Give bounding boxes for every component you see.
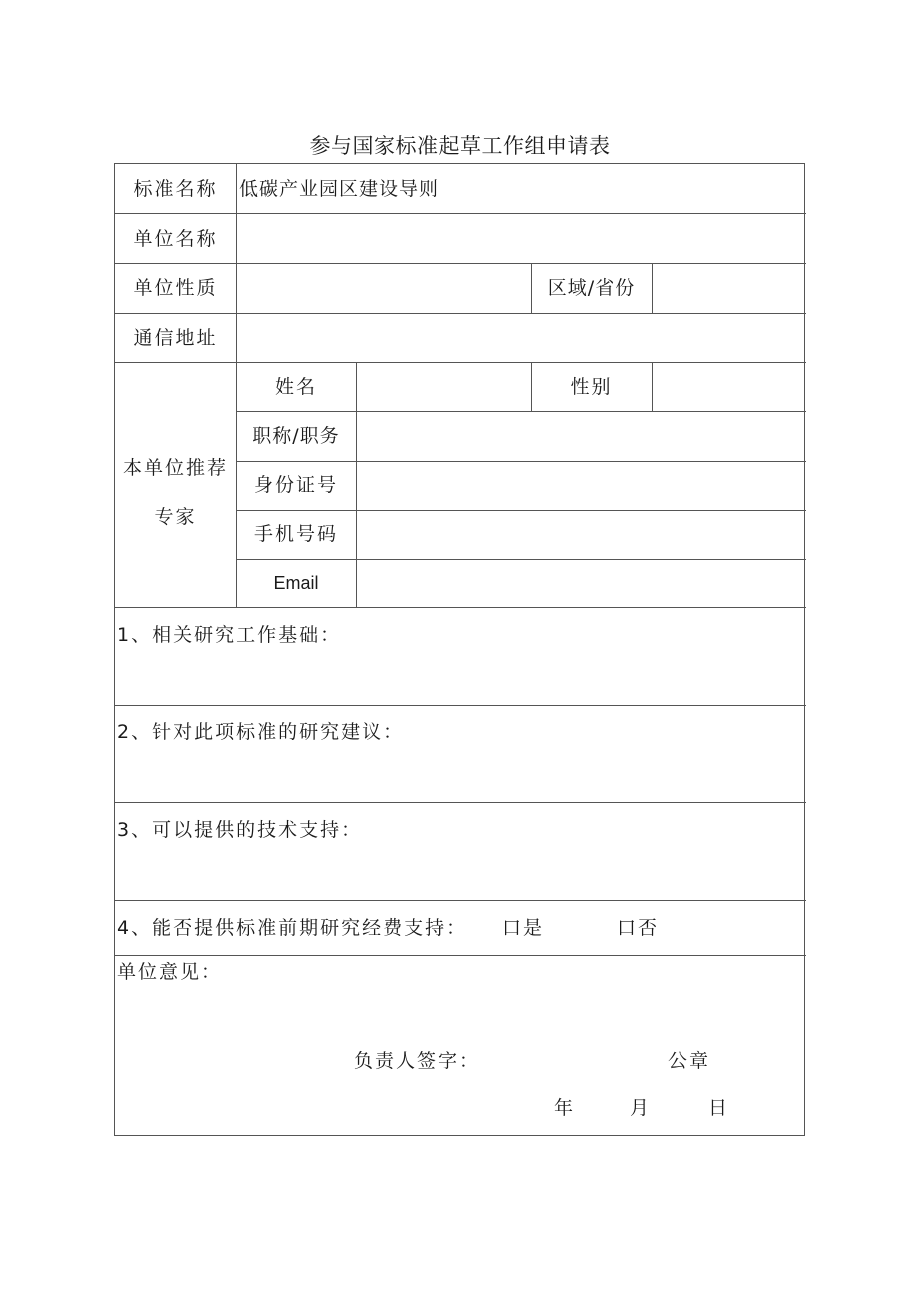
section-funding-support: 4、能否提供标准前期研究经费支持： bbox=[117, 917, 468, 939]
seal-label: 公章 bbox=[668, 1050, 711, 1072]
expert-id-label: 身份证号 bbox=[253, 474, 338, 496]
unit-opinion-label: 单位意见： bbox=[117, 961, 223, 983]
date-month-label: 月 bbox=[630, 1097, 652, 1119]
unit-name-label: 单位名称 bbox=[133, 228, 218, 250]
address-label: 通信地址 bbox=[133, 327, 218, 349]
expert-phone-label: 手机号码 bbox=[253, 523, 338, 545]
funding-yes-checkbox[interactable]: 口是 bbox=[502, 917, 545, 939]
application-form bbox=[114, 163, 805, 1136]
expert-gender-label: 性别 bbox=[570, 376, 613, 398]
expert-group-label-line2: 专家 bbox=[154, 506, 197, 528]
region-label: 区域/省份 bbox=[547, 277, 636, 299]
expert-group-label-line1: 本单位推荐 bbox=[122, 457, 228, 479]
date-year-label: 年 bbox=[554, 1097, 576, 1119]
standard-name-value[interactable]: 低碳产业园区建设导则 bbox=[239, 178, 440, 200]
signature-label: 负责人签字： bbox=[354, 1050, 481, 1072]
expert-email-label: Email bbox=[273, 573, 319, 593]
unit-nature-label: 单位性质 bbox=[133, 277, 218, 299]
section-research-foundation: 1、相关研究工作基础： bbox=[117, 624, 342, 646]
section-research-suggestions: 2、针对此项标准的研究建议： bbox=[117, 721, 405, 743]
section-technical-support: 3、可以提供的技术支持： bbox=[117, 819, 363, 841]
expert-name-label: 姓名 bbox=[274, 376, 317, 398]
form-title: 参与国家标准起草工作组申请表 bbox=[309, 134, 611, 158]
date-day-label: 日 bbox=[708, 1097, 730, 1119]
standard-name-label: 标准名称 bbox=[133, 178, 218, 200]
funding-no-checkbox[interactable]: 口否 bbox=[617, 917, 660, 939]
expert-title-label: 职称/职务 bbox=[252, 425, 340, 447]
